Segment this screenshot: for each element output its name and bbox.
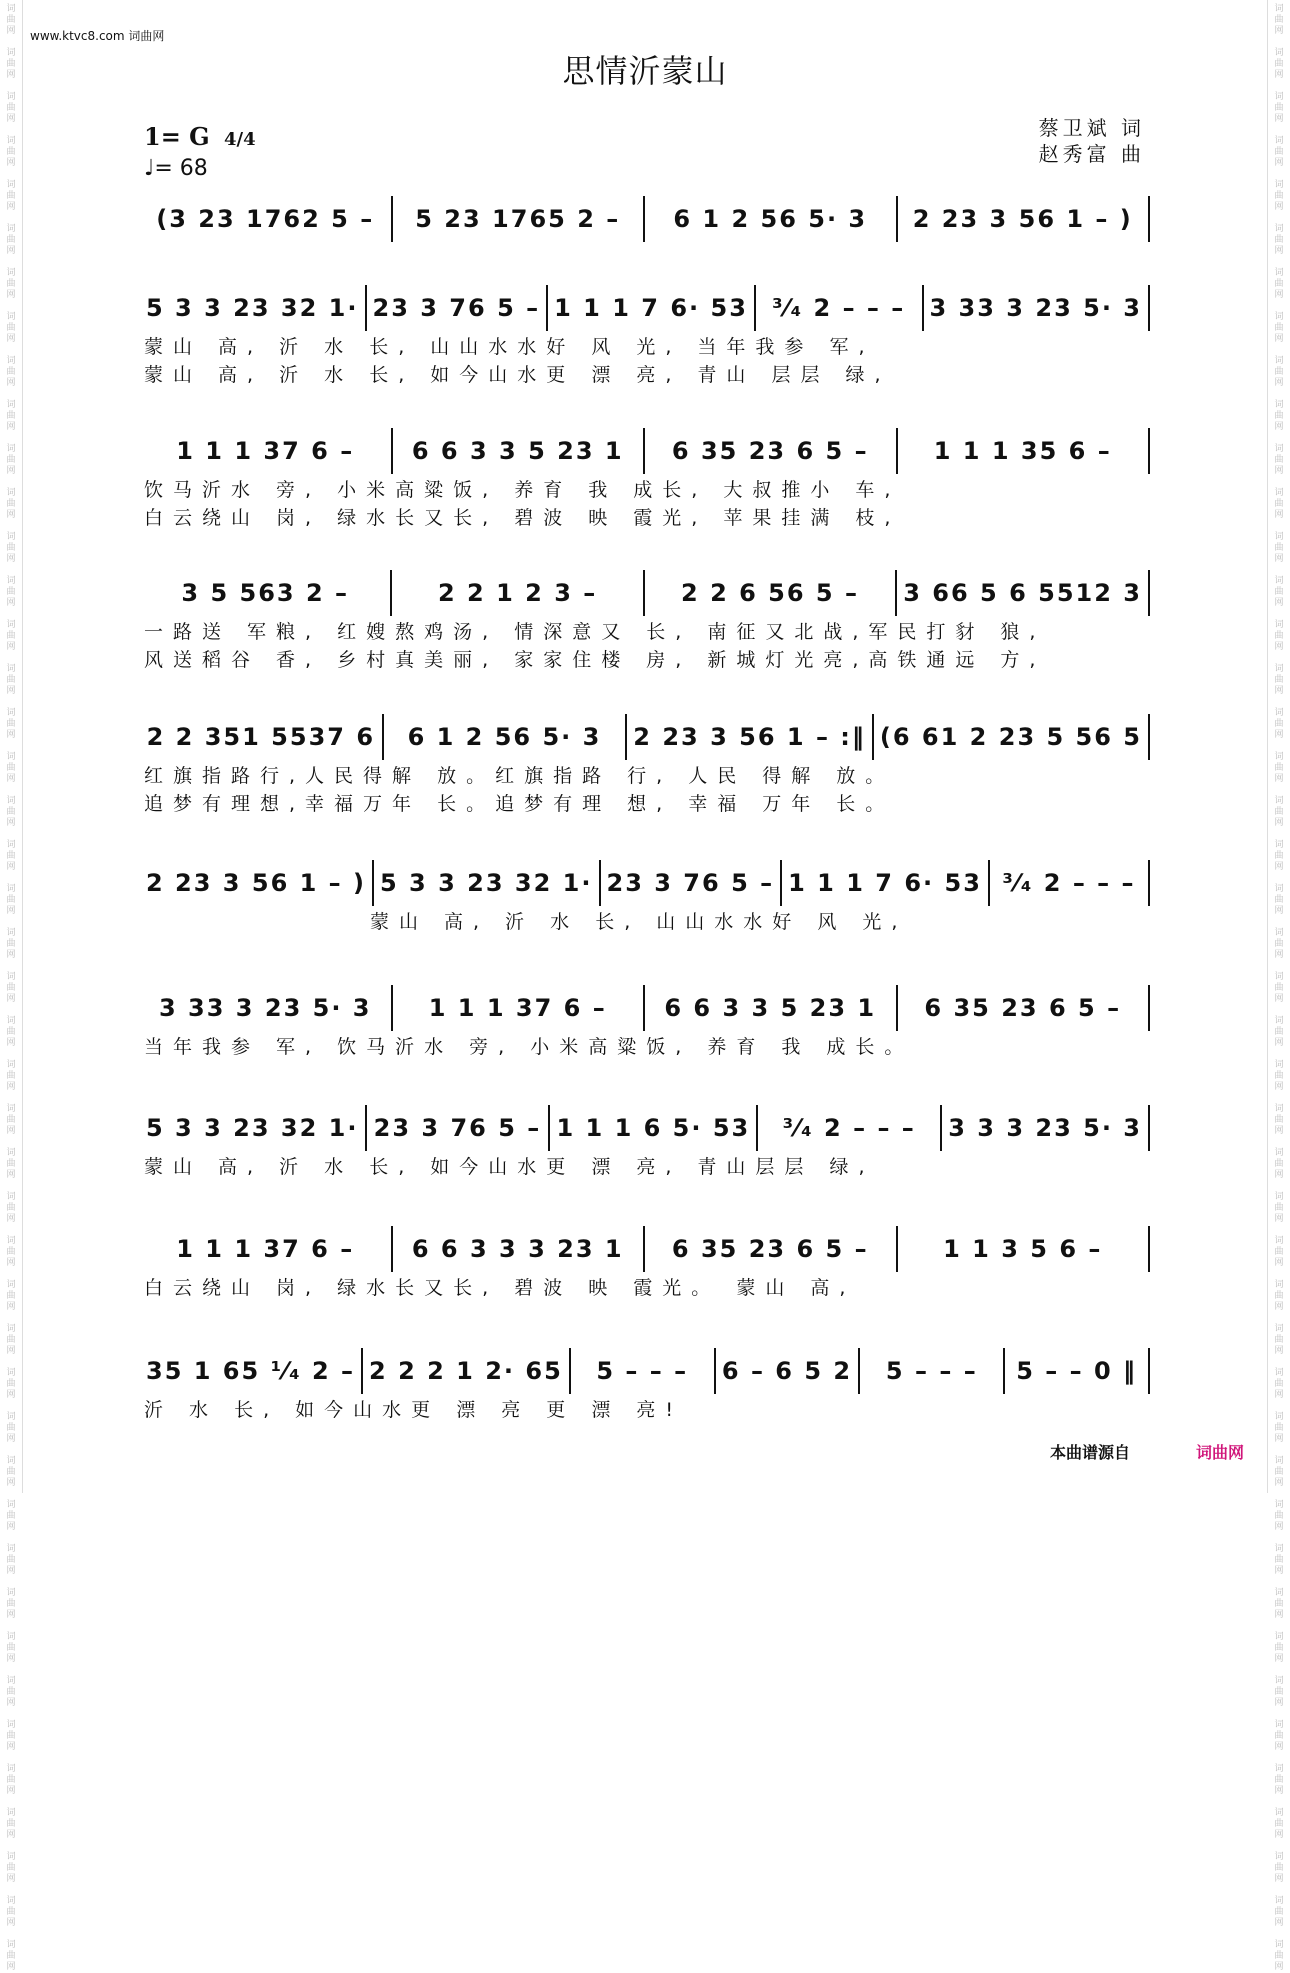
- footer-site-link[interactable]: 词曲网: [1196, 1443, 1245, 1462]
- right-watermark-strip: 词 曲 网 词 曲 网 词 曲 网 词 曲 网 词 曲 网 词 曲 网 词 曲 网 词 曲 网 词 曲 网 词 曲 网 词 曲 网 词 曲 网 词 曲 网 词 曲 网 词 曲 网 词 曲 网 词 曲 网 词 曲 网 词 曲 网 词 曲 网 词 曲 网 词 曲 网 词 曲 网 词 曲 网 词 曲 网 词 曲 网 词 曲 网 词 曲 网 词 曲 网 词 曲 网 词 曲 网 词 曲 网 词 曲 网 词 曲 网 词 曲 网 词 曲 网 词 曲 网 词 曲 网 词 曲 网 词 曲 网 词 曲 网 词 曲 网 词 曲 网 词 曲 网 词 曲 网: [1267, 0, 1290, 1493]
- measure: ³⁄₄ 2 – – –: [756, 285, 924, 331]
- lyric-line: 饮马沂水 旁, 小米高粱饭, 养育 我 成长, 大叔推小 车,: [144, 478, 901, 501]
- tempo-marking: ♩= 68: [144, 156, 208, 181]
- measure: 2 2 2 1 2· 65: [363, 1348, 571, 1394]
- measure: 1 1 1 7 6· 53: [548, 285, 756, 331]
- lyric-line: 蒙山 高, 沂 水 长, 如今山水更 漂 亮, 青山层层 绿,: [144, 1155, 875, 1178]
- music-line: [140, 570, 1150, 616]
- measure: 1 1 1 37 6 –: [140, 1226, 393, 1272]
- music-line: [140, 1348, 1150, 1394]
- lyric-line: 追梦有理想,幸福万年 长。追梦有理 想, 幸福 万年 长。: [144, 792, 895, 815]
- measure: 23 3 76 5 –: [601, 860, 783, 906]
- music-line: [140, 1226, 1150, 1272]
- lyric-line: 一路送 军粮, 红嫂熬鸡汤, 情深意又 长, 南征又北战,军民打豺 狼,: [144, 620, 1046, 643]
- music-line: [140, 428, 1150, 474]
- measure: ³⁄₄ 2 – – –: [758, 1105, 942, 1151]
- key-label: 1= G: [144, 122, 210, 151]
- lyric-line: 沂 水 长, 如今山水更 漂 亮 更 漂 亮!: [144, 1398, 683, 1421]
- measure: 2 23 3 56 1 – ): [140, 860, 374, 906]
- lyric-line: 风送稻谷 香, 乡村真美丽, 家家住楼 房, 新城灯光亮,高铁通远 方,: [144, 648, 1046, 671]
- measure: 5 3 3 23 32 1·: [140, 1105, 367, 1151]
- score-system: [140, 714, 1150, 816]
- lyric-line: 蒙山 高, 沂 水 长, 山山水水好 风 光, 当年我参 军,: [144, 335, 875, 358]
- score-system: [140, 1348, 1150, 1422]
- measure: 2 2 351 5537 6: [140, 714, 384, 760]
- lyricist-credit: 蔡卫斌 词: [1038, 116, 1145, 140]
- measure: 3 5 563 2 –: [140, 570, 392, 616]
- time-signature: 4/4: [224, 129, 256, 150]
- measure: 6 6 3 3 5 23 1: [645, 985, 898, 1031]
- measure: 2 23 3 56 1 – :‖: [627, 714, 874, 760]
- measure: 1 1 1 37 6 –: [140, 428, 393, 474]
- score-system: [140, 285, 1150, 387]
- lyric-line: 蒙山 高, 沂 水 长, 如今山水更 漂 亮, 青山 层层 绿,: [144, 363, 891, 386]
- measure: 23 3 76 5 –: [367, 285, 549, 331]
- measure: (3 23 1762 5 –: [140, 196, 393, 242]
- measure: 5 – – 0 ‖: [1005, 1348, 1150, 1394]
- measure: 2 2 1 2 3 –: [392, 570, 644, 616]
- site-url[interactable]: www.ktvc8.com 词曲网: [30, 29, 165, 43]
- key-signature: [144, 122, 256, 151]
- song-title: 思情沂蒙山: [562, 52, 728, 90]
- footer-source-label: 本曲谱源自: [1050, 1443, 1131, 1462]
- measure: 2 23 3 56 1 – ): [898, 196, 1151, 242]
- lyric-line: 白云绕山 岗, 绿水长又长, 碧波 映 霞光。 蒙山 高,: [144, 1276, 856, 1299]
- measure: 3 33 3 23 5· 3: [140, 985, 393, 1031]
- measure: 6 – 6 5 2: [716, 1348, 861, 1394]
- measure: 6 35 23 6 5 –: [898, 985, 1151, 1031]
- measure: 3 3 3 23 5· 3: [942, 1105, 1150, 1151]
- score-system: [140, 985, 1150, 1059]
- music-line: [140, 285, 1150, 331]
- measure: 6 6 3 3 5 23 1: [393, 428, 646, 474]
- score-system: [140, 860, 1150, 934]
- lyric-line: 红旗指路行,人民得解 放。红旗指路 行, 人民 得解 放。: [144, 764, 895, 787]
- lyric-line: 当年我参 军, 饮马沂水 旁, 小米高粱饭, 养育 我 成长。: [144, 1035, 914, 1058]
- composer-credit: 赵秀富 曲: [1038, 142, 1145, 166]
- measure: 3 33 3 23 5· 3: [924, 285, 1151, 331]
- measure: 5 – – –: [571, 1348, 716, 1394]
- measure: 6 1 2 56 5· 3: [645, 196, 898, 242]
- measure: 1 1 1 6 5· 53: [550, 1105, 758, 1151]
- measure: 5 3 3 23 32 1·: [374, 860, 601, 906]
- measure: 2 2 6 56 5 –: [645, 570, 897, 616]
- lyric-line: 蒙山 高, 沂 水 长, 山山水水好 风 光,: [370, 910, 908, 933]
- score-system: [140, 428, 1150, 530]
- measure: 3 66 5 6 5512 3: [897, 570, 1150, 616]
- measure: 5 23 1765 2 –: [393, 196, 646, 242]
- lyric-line: 白云绕山 岗, 绿水长又长, 碧波 映 霞光, 苹果挂满 枝,: [144, 506, 901, 529]
- measure: 23 3 76 5 –: [367, 1105, 551, 1151]
- measure: 35 1 65 ¹⁄₄ 2 –: [140, 1348, 363, 1394]
- measure: 1 1 1 7 6· 53: [782, 860, 990, 906]
- measure: 6 35 23 6 5 –: [645, 428, 898, 474]
- left-watermark-strip: 词 曲 网 词 曲 网 词 曲 网 词 曲 网 词 曲 网 词 曲 网 词 曲 网 词 曲 网 词 曲 网 词 曲 网 词 曲 网 词 曲 网 词 曲 网 词 曲 网 词 曲 网 词 曲 网 词 曲 网 词 曲 网 词 曲 网 词 曲 网 词 曲 网 词 曲 网 词 曲 网 词 曲 网 词 曲 网 词 曲 网 词 曲 网 词 曲 网 词 曲 网 词 曲 网 词 曲 网 词 曲 网 词 曲 网 词 曲 网 词 曲 网 词 曲 网 词 曲 网 词 曲 网 词 曲 网 词 曲 网 词 曲 网 词 曲 网 词 曲 网 词 曲 网 词 曲 网: [0, 0, 23, 1493]
- score-system: [140, 196, 1150, 242]
- music-line: [140, 1105, 1150, 1151]
- score-system: [140, 1105, 1150, 1179]
- measure: ³⁄₄ 2 – – –: [990, 860, 1150, 906]
- measure: (6 61 2 23 5 56 5: [874, 714, 1150, 760]
- music-line: [140, 985, 1150, 1031]
- measure: 5 3 3 23 32 1·: [140, 285, 367, 331]
- measure: 1 1 1 37 6 –: [393, 985, 646, 1031]
- measure: 6 35 23 6 5 –: [645, 1226, 898, 1272]
- measure: 6 1 2 56 5· 3: [384, 714, 628, 760]
- music-line: [140, 860, 1150, 906]
- measure: 1 1 1 35 6 –: [898, 428, 1151, 474]
- measure: 5 – – –: [860, 1348, 1005, 1394]
- score-system: [140, 1226, 1150, 1300]
- measure: 6 6 3 3 3 23 1: [393, 1226, 646, 1272]
- music-line: [140, 196, 1150, 242]
- music-line: [140, 714, 1150, 760]
- score-system: [140, 570, 1150, 672]
- measure: 1 1 3 5 6 –: [898, 1226, 1151, 1272]
